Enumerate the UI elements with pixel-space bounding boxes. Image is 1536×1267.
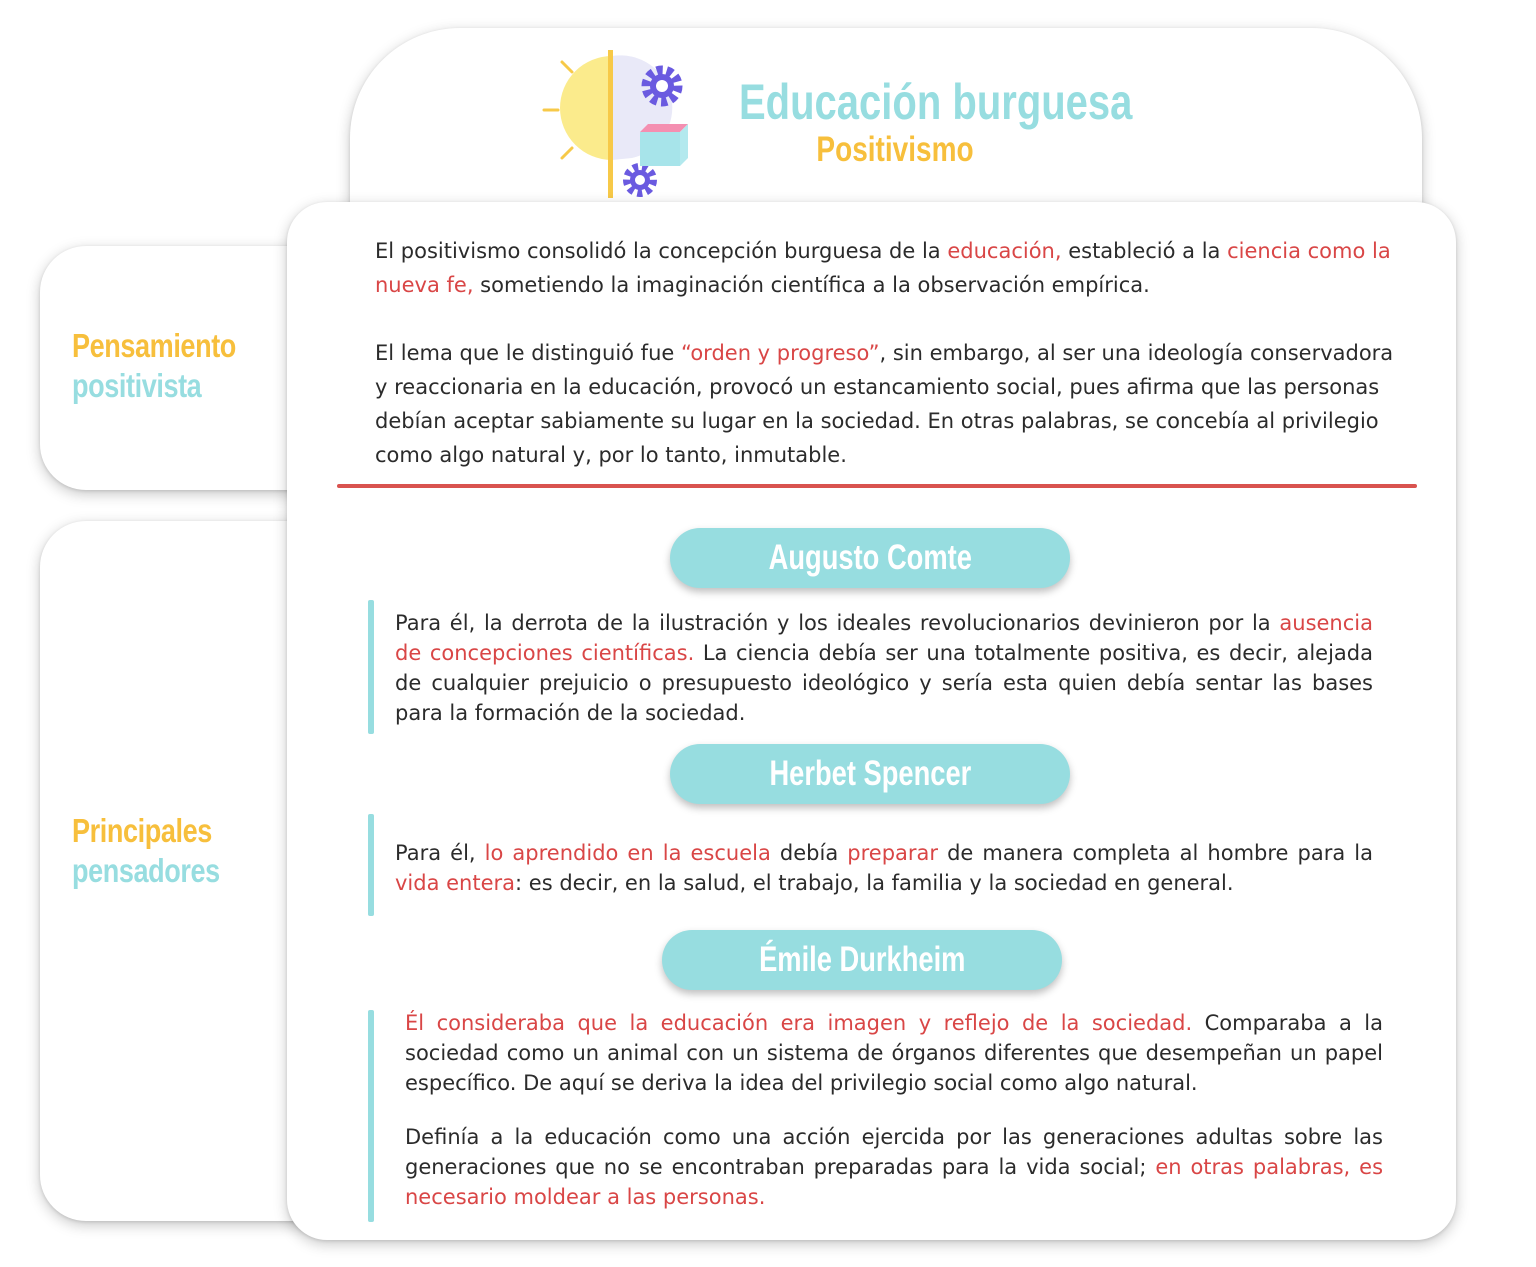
intro-paragraph-2 — [375, 336, 1395, 472]
highlighted-text: lo aprendido en la escuela — [484, 841, 771, 865]
text-segment: : es decir, en la salud, el trabajo, la familia y la sociedad en general. — [515, 871, 1234, 895]
lightbulb-gears-icon — [540, 38, 690, 198]
section-label-pensamiento — [72, 326, 236, 406]
quote-bar — [368, 1010, 374, 1222]
section-label-pensadores — [72, 811, 220, 891]
thinker-name: Herbet Spencer — [769, 754, 971, 793]
thinker-text-durkheim-1 — [405, 1008, 1383, 1098]
thinker-text-spencer — [395, 838, 1373, 898]
highlighted-text: ciencia como la nueva fe, — [375, 239, 1391, 297]
text-segment: de manera completa al hombre para la — [938, 841, 1373, 865]
highlighted-text: educación, — [947, 239, 1062, 263]
highlighted-text: vida entera — [395, 871, 516, 895]
thinker-name: Augusto Comte — [768, 538, 972, 577]
section-label-line2: positivista — [72, 367, 202, 404]
text-segment: debía — [770, 841, 848, 865]
highlighted-text: ausencia de concepciones científicas. — [395, 611, 1373, 665]
thinker-badge-spencer — [670, 744, 1070, 804]
highlighted-text: Él consideraba que la educación era imagen y reflejo de la sociedad. — [405, 1011, 1193, 1035]
text-segment: Definía a la educación como una acción ejercida por las generaciones adultas sobre las generaciones que no se encontraban preparadas para la vida social; — [405, 1125, 1383, 1179]
section-label-line1: Principales — [72, 812, 212, 849]
main-content-card — [287, 202, 1456, 1240]
thinker-text-comte — [395, 608, 1373, 728]
thinker-text-durkheim-2 — [405, 1122, 1383, 1212]
section-divider — [337, 484, 1417, 488]
text-segment: Para él, la derrota de la ilustración y los ideales revolucionarios devinieron por la — [395, 611, 1280, 635]
text-segment: El lema que le distinguió fue — [375, 341, 681, 365]
highlighted-text: preparar — [847, 841, 939, 865]
intro-paragraph-1 — [375, 234, 1395, 302]
text-segment: Comparaba a la sociedad como un animal con un sistema de órganos diferentes que desempeñan un papel específico. De aquí se deriva la idea del privilegio social como algo natural. — [405, 1011, 1383, 1095]
highlighted-text: en otras palabras, es necesario moldear a las personas. — [405, 1155, 1384, 1209]
page-subtitle: Positivismo — [816, 130, 974, 169]
section-label-line1: Pensamiento — [72, 327, 236, 364]
page-title: Educación burguesa — [739, 74, 1133, 130]
text-segment: , sin embargo, al ser una ideología conservadora y reaccionaria en la educación, provocó un estancamiento social, pues afirma que las personas debían aceptar sabiamente su lugar en la sociedad. En otras palabras, se concebía al privilegio como algo natural y, por lo tanto, inmutable. — [375, 341, 1394, 467]
title-block — [700, 74, 1133, 170]
text-segment: sometiendo la imaginación científica a la observación empírica. — [473, 273, 1150, 297]
highlighted-text: “orden y progreso” — [680, 341, 880, 365]
text-segment: El positivismo consolidó la concepción burguesa de la — [375, 239, 948, 263]
thinker-badge-comte — [670, 528, 1070, 588]
quote-bar — [368, 814, 374, 916]
text-segment: Para él, — [395, 841, 485, 865]
quote-bar — [368, 600, 374, 734]
section-label-line2: pensadores — [72, 852, 220, 889]
text-segment: La ciencia debía ser una totalmente positiva, es decir, alejada de cualquier prejuicio o presupuesto ideológico y sería esta quien debía sentar las bases para la formación de la sociedad. — [395, 641, 1374, 725]
text-segment: estableció a la — [1061, 239, 1228, 263]
thinker-badge-durkheim — [662, 930, 1062, 990]
thinker-name: Émile Durkheim — [758, 940, 966, 979]
